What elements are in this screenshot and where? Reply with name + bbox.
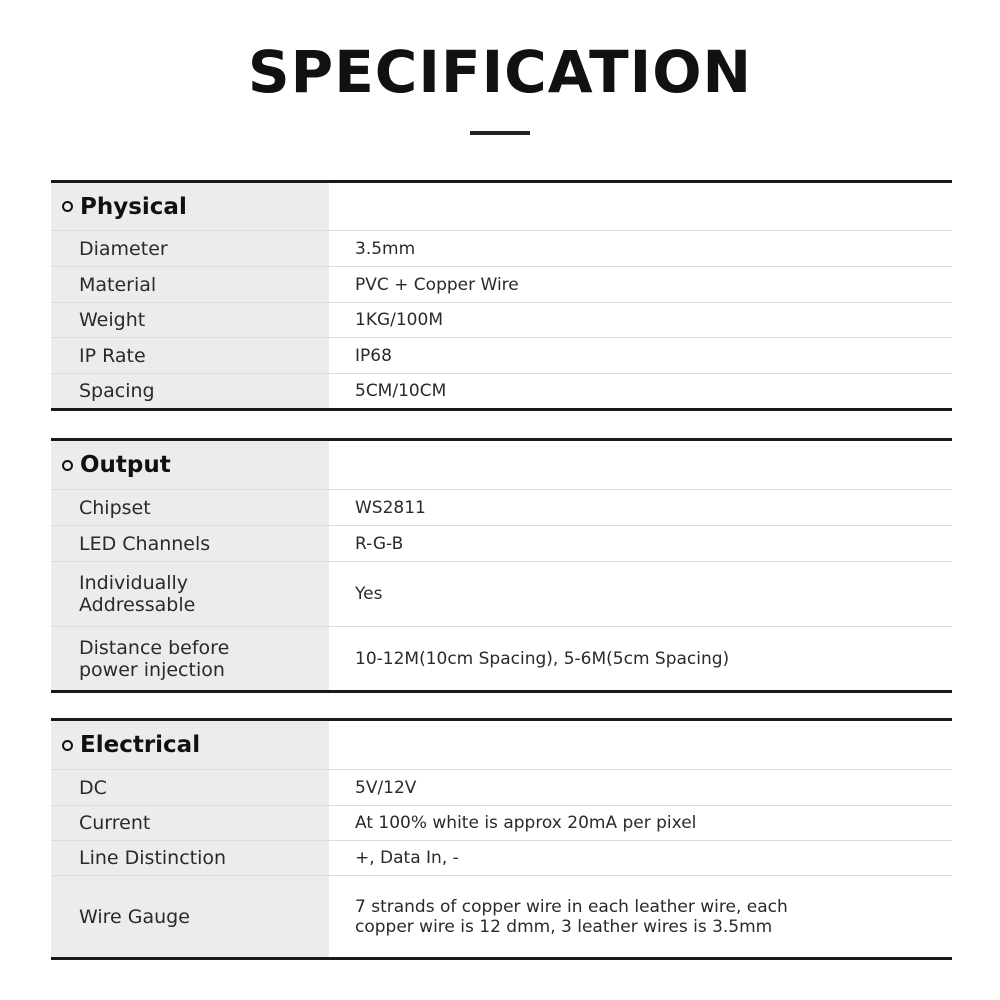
- row-value: Yes: [355, 584, 383, 604]
- table-row: [51, 805, 952, 840]
- row-label: Diameter: [51, 231, 329, 266]
- row-value: 5CM/10CM: [355, 381, 447, 401]
- row-value: 10-12M(10cm Spacing), 5-6M(5cm Spacing): [355, 648, 730, 669]
- title-underline: [470, 131, 530, 135]
- table-row: [51, 769, 952, 805]
- row-label: Current: [51, 806, 329, 840]
- row-label: Individually Addressable: [51, 562, 329, 626]
- table-row: [51, 302, 952, 337]
- row-label: Wire Gauge: [51, 876, 329, 957]
- row-value: 3.5mm: [355, 238, 416, 259]
- row-value: WS2811: [355, 497, 426, 518]
- section-header-blank: [329, 183, 952, 230]
- table-row: [51, 840, 952, 875]
- row-label: IP Rate: [51, 338, 329, 373]
- output-section: [51, 438, 952, 693]
- circle-bullet-icon: [62, 460, 73, 471]
- row-value: IP68: [355, 345, 392, 366]
- row-label: Spacing: [51, 374, 329, 408]
- section-heading-cell: [51, 183, 329, 230]
- section-header: [51, 721, 952, 769]
- row-label: Weight: [51, 303, 329, 337]
- table-row: [51, 875, 952, 957]
- row-label: Chipset: [51, 490, 329, 525]
- row-value: At 100% white is approx 20mA per pixel: [355, 813, 697, 833]
- row-label: Line Distinction: [51, 841, 329, 875]
- table-row: [51, 266, 952, 302]
- table-row: [51, 561, 952, 626]
- electrical-section: [51, 718, 952, 960]
- row-value: 1KG/100M: [355, 310, 443, 330]
- row-value: +, Data In, -: [355, 848, 459, 868]
- row-label: LED Channels: [51, 526, 329, 561]
- row-value: PVC + Copper Wire: [355, 274, 519, 295]
- row-label: Distance before power injection: [51, 627, 329, 690]
- physical-section: [51, 180, 952, 411]
- row-value: 5V/12V: [355, 777, 417, 798]
- table-row: [51, 373, 952, 408]
- row-value: 7 strands of copper wire in each leather wire, each copper wire is 12 dmm, 3 leather wires is 3.5mm: [355, 896, 788, 937]
- section-heading: Physical: [80, 193, 187, 220]
- table-row: [51, 337, 952, 373]
- section-heading: Output: [80, 452, 171, 478]
- circle-bullet-icon: [62, 740, 73, 751]
- row-label: DC: [51, 770, 329, 805]
- row-value: R-G-B: [355, 533, 404, 554]
- table-row: [51, 230, 952, 266]
- section-header-blank: [329, 441, 952, 489]
- page-title: SPECIFICATION: [247, 38, 753, 106]
- section-header: [51, 183, 952, 230]
- row-label: Material: [51, 267, 329, 302]
- table-row: [51, 626, 952, 690]
- table-row: [51, 525, 952, 561]
- section-heading-cell: [51, 721, 329, 769]
- section-heading-cell: [51, 441, 329, 489]
- table-row: [51, 489, 952, 525]
- section-heading: Electrical: [80, 732, 201, 758]
- section-header: [51, 441, 952, 489]
- section-header-blank: [329, 721, 952, 769]
- circle-bullet-icon: [62, 201, 73, 212]
